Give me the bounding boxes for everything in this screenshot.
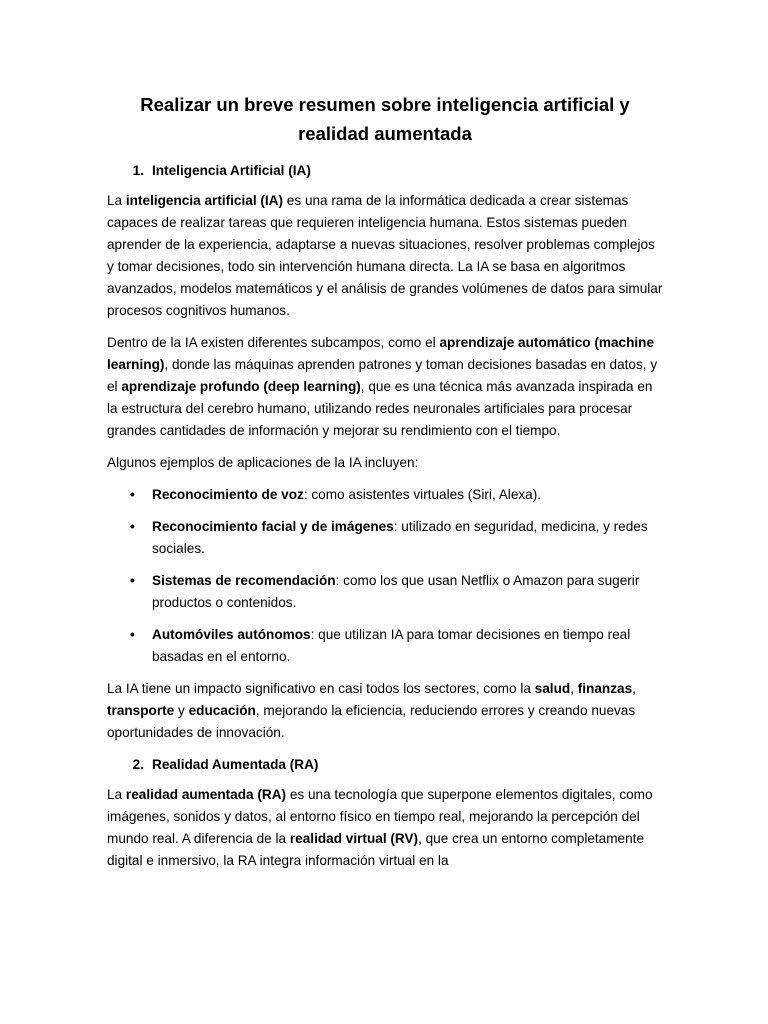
list-item [107, 570, 663, 614]
section-heading-ia [107, 160, 663, 182]
text-run: La IA tiene un impacto significativo en casi todos los sectores, como la [107, 681, 535, 696]
bold-term: Reconocimiento de voz [152, 487, 304, 502]
text-run: Dentro de la IA existen diferentes subcampos, como el [107, 335, 440, 350]
bold-term: Reconocimiento facial y de imágenes [152, 519, 394, 534]
bullet-icon: • [130, 487, 135, 502]
paragraph-ra-definition [107, 784, 663, 872]
text-run: es una tecnología que superpone elementos digitales, como imágenes, sonidos y datos, al entorno físico en tiempo real, mejorando la percepción del mundo real. A diferencia de la [107, 787, 653, 846]
section-heading-ra [107, 754, 663, 776]
text-run: , donde las máquinas aprenden patrones y toman decisiones basadas en datos, y el [107, 357, 658, 394]
section-title: Inteligencia Artificial (IA) [152, 163, 311, 178]
paragraph-ia-subfields [107, 332, 663, 442]
bold-term: Automóviles autónomos [152, 627, 311, 642]
bold-term: transporte [107, 703, 175, 718]
bullet-icon: • [130, 627, 135, 642]
bullet-icon: • [130, 519, 135, 534]
bold-term: salud [534, 681, 571, 696]
text-run: y [174, 703, 189, 718]
list-item [107, 516, 663, 560]
bold-term: Sistemas de recomendación [152, 573, 336, 588]
section-title: Realidad Aumentada (RA) [152, 757, 319, 772]
bold-term: inteligencia artificial (IA) [125, 193, 284, 208]
bold-term: aprendizaje automático (machine learning) [107, 335, 655, 372]
paragraph-ia-definition [107, 190, 663, 322]
bold-term: realidad aumentada (RA) [125, 787, 287, 802]
document-page [107, 90, 663, 882]
paragraph-ia-impact [107, 678, 663, 744]
text-run: es una rama de la informática dedicada a crear sistemas capaces de realizar tareas que requieren inteligencia humana. Estos sistemas pueden aprender de la experiencia, adaptarse a nuevas situaciones, resolver problemas complejos y tomar decisiones, todo sin intervención humana directa. La IA se basa en algoritmos avanzados, modelos matemáticos y el análisis de grandes volúmenes de datos para simular procesos cognitivos humanos. [107, 193, 663, 318]
list-item [107, 484, 663, 506]
bold-term: educación [188, 703, 256, 718]
text-run: : utilizado en seguridad, medicina, y redes sociales. [152, 519, 648, 556]
text-run: : que utilizan IA para tomar decisiones en tiempo real basadas en el entorno. [152, 627, 631, 664]
text-run: , [570, 681, 578, 696]
text-run: : como asistentes virtuales (Siri, Alexa). [303, 487, 542, 502]
bullet-icon: • [130, 573, 135, 588]
text-run: , [632, 681, 636, 696]
paragraph-examples-intro: Algunos ejemplos de aplicaciones de la IA incluyen: [107, 455, 419, 470]
bold-term: aprendizaje profundo (deep learning) [121, 379, 361, 394]
text-run: , que crea un entorno completamente digital e inmersivo, la RA integra información virtual en la [107, 831, 645, 868]
bold-term: realidad virtual (RV) [289, 831, 419, 846]
text-run: , mejorando la eficiencia, reduciendo errores y creando nuevas oportunidades de innovación. [107, 703, 636, 740]
list-item [107, 624, 663, 668]
text-run: La [107, 787, 126, 802]
section-number: 1. [132, 163, 144, 178]
text-run: : como los que usan Netflix o Amazon para sugerir productos o contenidos. [152, 573, 640, 610]
document-title: Realizar un breve resumen sobre inteligencia artificial y realidad aumentada [140, 94, 630, 144]
bold-term: finanzas [577, 681, 633, 696]
text-run: La [107, 193, 126, 208]
section-number: 2. [132, 757, 144, 772]
examples-list [107, 484, 663, 668]
text-run: , que es una técnica más avanzada inspirada en la estructura del cerebro humano, utilizando redes neuronales artificiales para procesar grandes cantidades de información y mejorar su rendimiento con el tiempo. [107, 379, 653, 438]
